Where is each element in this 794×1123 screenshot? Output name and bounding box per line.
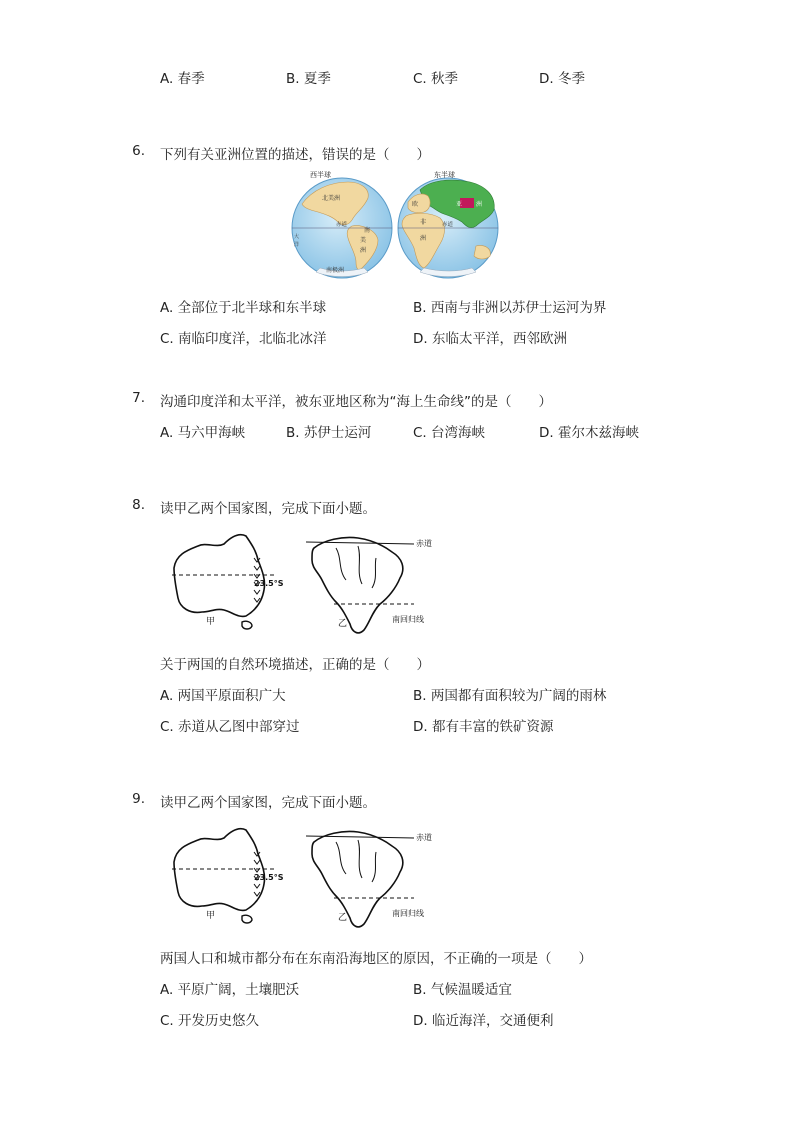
q7-option-d: D. 霍尔木兹海峡: [539, 425, 639, 441]
q5-option-b: B. 夏季: [286, 71, 331, 87]
q8-option-b: B. 两国都有面积较为广阔的雨林: [413, 688, 607, 704]
asia-label-1: 亚: [456, 201, 463, 208]
south-america-label-3: 洲: [360, 247, 367, 254]
q6-option-b: B. 西南与非洲以苏伊士运河为界: [413, 300, 607, 316]
africa-label-2: 洲: [420, 235, 427, 242]
tasmania-outline: [242, 621, 252, 629]
q8-number: 8.: [132, 497, 145, 513]
q5-option-a: A. 春季: [160, 71, 205, 87]
q7-option-c: C. 台湾海峡: [413, 425, 486, 441]
q6-stem: 下列有关亚洲位置的描述，错误的是（ ）: [160, 147, 430, 163]
country-map-figure-9: [166, 822, 446, 934]
brazil-outline: [312, 831, 403, 926]
q9-stem: 读甲乙两个国家图，完成下面小题。: [160, 795, 376, 811]
q9-option-b: B. 气候温暖适宜: [413, 982, 512, 998]
tasmania-outline: [242, 915, 252, 923]
australia-outline: [174, 535, 265, 617]
q9-sub-question: 两国人口和城市都分布在东南沿海地区的原因，不正确的一项是（ ）: [160, 951, 592, 967]
q6-number: 6.: [132, 143, 145, 159]
equator-label-yi: 赤道: [416, 539, 432, 548]
q9-option-a: A. 平原广阔，土壤肥沃: [160, 982, 300, 998]
label-jia: 甲: [206, 617, 216, 627]
asia-highlight: [460, 198, 474, 208]
q6-option-c: C. 南临印度洋，北临北冰洋: [160, 331, 327, 347]
tropic-label-yi: 南回归线: [392, 909, 424, 918]
south-america-label-1: 南: [364, 227, 371, 234]
ocean-edge-label-1: 大: [294, 234, 300, 240]
africa-label-1: 非: [420, 219, 427, 226]
latitude-label-jia: 23.5°S: [254, 579, 284, 588]
q9-number: 9.: [132, 791, 145, 807]
equator-label-east: 赤道: [442, 222, 454, 228]
label-jia: 甲: [206, 911, 216, 921]
q5-option-d: D. 冬季: [539, 71, 585, 87]
q8-sub-question: 关于两国的自然环境描述，正确的是（ ）: [160, 657, 430, 673]
brazil-outline: [312, 537, 403, 632]
q7-stem: 沟通印度洋和太平洋，被东亚地区称为“海上生命线”的是（ ）: [160, 394, 552, 410]
tropic-label-yi: 南回归线: [392, 615, 424, 624]
east-hemisphere-title: 东半球: [434, 171, 455, 179]
q9-option-d: D. 临近海洋，交通便利: [413, 1013, 554, 1029]
country-map-figure-8: [166, 528, 446, 640]
q7-number: 7.: [132, 390, 145, 406]
asia-label-2: 洲: [476, 201, 483, 208]
antarctica-label: 南极洲: [326, 267, 345, 274]
q6-option-d: D. 东临太平洋，西邻欧洲: [413, 331, 567, 347]
q8-option-a: A. 两国平原面积广大: [160, 688, 286, 704]
equator-label-yi: 赤道: [416, 833, 432, 842]
q6-option-a: A. 全部位于北半球和东半球: [160, 300, 327, 316]
hemispheres-map: [290, 168, 502, 284]
q9-option-c: C. 开发历史悠久: [160, 1013, 260, 1029]
q7-option-a: A. 马六甲海峡: [160, 425, 246, 441]
q5-option-c: C. 秋季: [413, 71, 459, 87]
q8-stem: 读甲乙两个国家图，完成下面小题。: [160, 501, 376, 517]
q7-option-b: B. 苏伊士运河: [286, 425, 372, 441]
europe-label: 欧: [412, 201, 419, 208]
q8-option-d: D. 都有丰富的铁矿资源: [413, 719, 554, 735]
ocean-edge-label-2: 洋: [294, 242, 300, 248]
north-america-label: 北美洲: [322, 195, 341, 202]
latitude-label-jia: 23.5°S: [254, 873, 284, 882]
q8-option-c: C. 赤道从乙图中部穿过: [160, 719, 300, 735]
label-yi: 乙: [338, 913, 348, 923]
west-hemisphere-title: 西半球: [310, 171, 331, 179]
south-america-label-2: 美: [360, 237, 367, 244]
australia-outline: [174, 829, 265, 911]
label-yi: 乙: [338, 619, 348, 629]
equator-label-west: 赤道: [336, 222, 348, 228]
